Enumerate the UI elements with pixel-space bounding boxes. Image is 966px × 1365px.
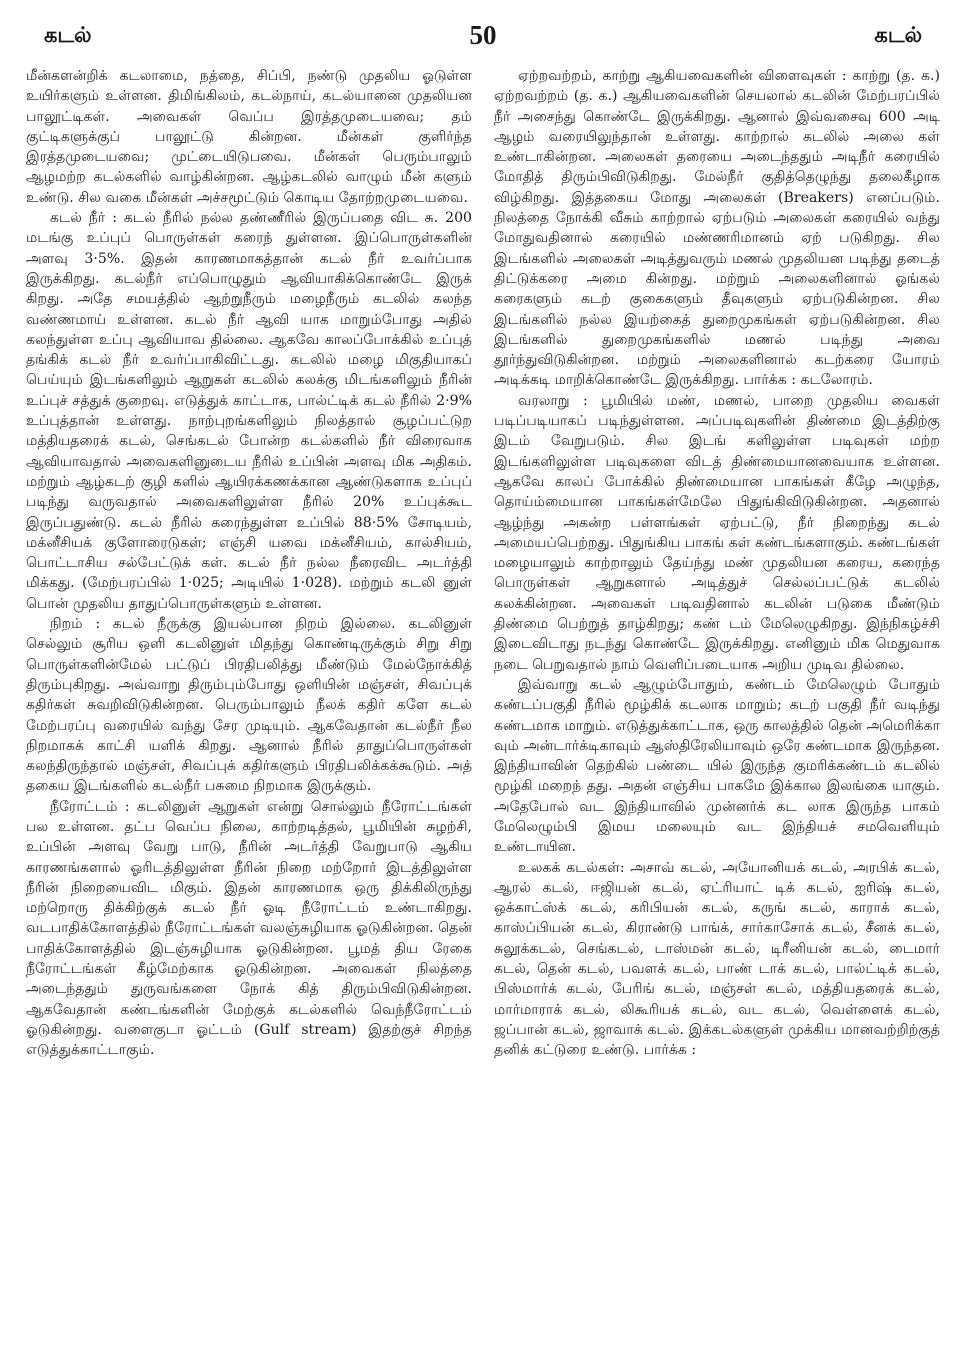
paragraph-colour: நிறம் : கடல் நீருக்கு இயல்பான நிறம் இல்லை. கடலினுள் செல்லும் சூரிய ஒளி கடலினுள் மிதந்து கொண்டிருக்கும் சிறு சிறு பொருள்களின்மேல் பட்டுப் பிரதிபலித்து மீண்டும் மேல்நோக்கித் திரும்புகிறது. அவ்வாறு திரும்பும்போது ஒளியின் மஞ்சள், சிவப்புக் கதிர்கள் சுவறிவிடுகின்றன. பெரும்பாலும் நீலக் கதிர் களே கடல் மேற்பரப்பு வரையில் வந்து சேர முடியும். ஆகவேதான் கடல்நீர் நீல நிறமாகக் காட்சி யளிக் கிறது. ஆனால் நீரில் தாதுப்பொருள்கள் கலந்திருந்தால் மஞ்சள், சிவப்புக் கதிர்களும் பிரதிபலிக்கக்கூடும். அத் தகைய இடங்களில் கடல்நீர் பசுமை நிறமாக இருக்கும். (26, 616, 472, 795)
paragraph-sea-water: கடல் நீர் : கடல் நீரில் நல்ல தண்ணீரில் இருப்பதை விட சு. 200 மடங்கு உப்புப் பொருள்கள் கரைந் துள்ளன. இப்பொருள்களின் அளவு 3·5%. இதன் காரணமாகத்தான் கடல் நீர் உவர்ப்பாக இருக்கிறது. கடல்நீர் எப்பொழுதும் ஆவியாகிக்கொண்டே இருக் கிறது. அதே சமயத்தில் ஆற்றுநீரும் மழைநீரும் கடலில் கலந்த வண்ணமாய் உள்ளன. கடல் நீர் ஆவி யாக மாறும்போது அதில் கலந்துள்ள உப்பு ஆவியாவ தில்லை. ஆகவே காலப்போக்கில் உப்புத் தங்கிக் கடல் நீர் உவர்ப்பாகிவிட்டது. கடலில் மழை மிகுதியாகப் பெய்யும் இடங்களிலும் ஆறுகள் கடலில் கலக்கு மிடங்களிலும் நீரின் உப்புச் சத்துக் குறைவு. எடுத்துக் காட்டாக, பால்ட்டிக் கடல் நீரில் 2·9% உப்புத்தான் உள்ளது. நாற்புறங்களிலும் நிலத்தால் சூழப்பட்டுற மத்தியதரைக் கடல், செங்கடல் போன்ற கடல்களில் நீர் விரைவாக ஆவியாவதால் அவைகளினுடைய நீரில் உப்பின் அளவு மிக அதிகம். மற்றும் ஆழ்கடற் குழி களில் ஆயிரக்கணக்கான ஆண்டுகளாக உப்புப் படிந்து வருவதால் அவைகளிலுள்ள நீரில் 20% உப்புக்கூட இருப்பதுண்டு. கடல் நீரில் கரைந்துள்ள உப்பில் 88·5% சோடியம், மக்னீசியக் குளோரைடுகள்; எஞ்சி யவை மக்னீசியம், கால்சியம், பொட்டாசிய சல்பேட்டுக் கள். கடல் நீர் நல்ல நீரைவிட அடர்த்தி மிக்கது. (மேற்பரப்பில் 1·025; அடியில் 1·028). மற்றும் கடலி னுள் பொன் முதலிய தாதுப்பொருள்களும் உள்ளன. (26, 210, 472, 612)
right-column (494, 66, 940, 1061)
page-header (26, 0, 940, 66)
paragraph-tides-wind: ஏற்றவற்றம், காற்று ஆகியவைகளின் விளைவுகள் : காற்று (த. க.) ஏற்றவற்றம் (த. க.) ஆகியவைகளின் செயலால் கடலின் மேற்பரப்பில் நீர் அசைந்து கொண்டே இருக்கிறது. ஆனால் இவ்வசைவு 600 அடி ஆழம் வரையிலுந்தான் உள்ளது. காற்றால் கடலில் அலை கள் உண்டாகின்றன. அலைகள் தரையை அடைந்ததும் அடிநீர் கரையில் மோதித் திரும்பிவிடுகிறது. மேல்நீர் குதித்தெழுந்து தலைகீழாக விழ்கிறது. இத்தகைய மோது அலைகள் (Breakers) எனப்படும். நிலத்தை நோக்கி வீசும் காற்றால் ஏற்படும் அலைகள் கரையில் வந்து மோதுவதினால் கரையில் மண்ணரிமானம் ஏற் படுகிறது. சில இடங்களில் அலைகள் அடித்துவரும் மணல் முதலியன படிந்து தடைத் திட்டுக்கரை அமை கின்றது. மற்றும் அலைகளினால் ஓங்கல் கரைகளும் கடற் குகைகளும் தீவுகளும் ஏற்படுகின்றன. சில இடங்களில் நல்ல இயற்கைத் துறைமுகங்கள் ஏற்படுகின்றன. சில இடங்களில் துறைமுகங்களில் மணல் படிந்து அவை தூர்ந்துவிடுகின்றன. மற்றும் அலைகளினால் கடற்கரை யோரம் அடிக்கடி மாறிக்கொண்டே இருக்கிறது. பார்க்க : கடலோரம். (494, 68, 940, 389)
running-head-left: கடல் (44, 22, 92, 47)
left-column (26, 66, 472, 1061)
paragraph-currents: நீரோட்டம் : கடலினுள் ஆறுகள் என்று சொல்லும் நீரோட்டங்கள் பல உள்ளன. தட்ப வெப்ப நிலை, காற்றடித்தல், பூமியின் சுழற்சி, உப்பின் அளவு வேறு பாடு, நீரின் அடர்த்தி வேறுபாடு ஆகிய காரணங்களால் ஓரிடத்திலுள்ள நீரின் நிறை மற்றோர் இடத்திலுள்ள நீரின் நிறையைவிட மிகும். இதன் காரணமாக ஒரு திக்கிலிருந்து மற்றொரு திக்கிற்குக் கடல் நீர் ஓடி நீரோட்டம் உண்டாகிறது. வடபாதிக்கோளத்தில் நீரோட்டங்கள் வலஞ்சுழியாக ஓடுகின்றன. தென் பாதிக்கோளத்தில் இடஞ்சுழியாக ஓடுகின்றன. பூமத் திய ரேகை நீரோட்டங்கள் கீழ்மேற்காக ஓடுகின்றன. அவைகள் நிலத்தை அடைந்ததும் துருவங்களை நோக் கித் திரும்பிவிடுகின்றன. ஆகவேதான் கண்டங்களின் மேற்குக் கடல்களில் வெந்நீரோட்டம் ஓடுகின்றது. வளைகுடா ஓட்டம் (Gulf stream) இதற்குச் சிறந்த எடுத்துக்காட்டாகும். (26, 798, 472, 1059)
paragraph-land-sea-change: இவ்வாறு கடல் ஆழும்போதும், கண்டம் மேலெழும் போதும் கண்டப்பகுதி நீரில் மூழ்கிக் கடலாக மாறும்; கடற் பகுதி நீர் வடிந்து கண்டமாக மாறும். எடுத்துக்காட்டாக, ஒரு காலத்தில் தென் அமெரிக்கா வும் அன்டார்க்டிகாவும் ஆஸ்திரேலியாவும் ஒரே கண்டமாக இருந்தன. இந்தியாவின் தெற்கில் பண்டை யில் இருந்த குமரிக்கண்டம் கடலில் மூழ்கி மறைந் தது. அதன் எஞ்சிய பாகமே இக்கால இலங்கை யாகும். அதேபோல் வட இந்தியாவில் முன்னர்க் கட லாக இருந்த பாகம் மேலெழும்பி இமய மலையும் வட இந்தியச் சமவெளியும் உண்டாயின. (494, 676, 940, 856)
text-columns (26, 66, 940, 1061)
paragraph-history: வரலாறு : பூமியில் மண், மணல், பாறை முதலிய வைகள் படிப்படியாகப் படிந்துள்ளன. அப்படிவுகளின் திண்மை இடத்திற்கு இடம் வேறுபடும். சில இடங் களிலுள்ள படிவுகள் மற்ற இடங்களிலுள்ள படிவுகளை விடத் திண்மையானவையாக உள்ளன. ஆகவே காலப் போக்கில் திண்மையான பாகங்கள் கீழே அழுந்த, தொய்ம்மையான பாகங்கள்மேலே பிதுங்கிவிடுகின்றன. அதனால் ஆழ்ந்து அகன்ற பள்ளங்கள் ஏற்பட்டு, நீர் நிறைந்து கடல் அமையப்பெற்றது. பிதுங்கிய பாகங் கள் கண்டங்களாகும். கண்டங்கள் மழையாலும் காற்றாலும் தேய்ந்து மண் முதலியன கரைய, கரைந்த பொருள்கள் ஆறுகளால் அடித்துச் செல்லப்பட்டுக் கடலில் கலக்கின்றன. அவைகள் படிவதினால் கடலின் படுகை மீண்டும் திண்மை பெற்றுத் தாழ்கிறது; கண் டம் மேலெழுகிறது. இந்நிகழ்ச்சி இடைவிடாது நடந்து கொண்டே இருக்கிறது. எனினும் மிக மெதுவாக நடை பெறுவதால் நாம் வெளிப்படையாக அறிய முடிவ தில்லை. (494, 392, 940, 673)
page-number: 50 (469, 20, 497, 50)
running-head-right: கடல் (874, 22, 922, 47)
paragraph-world-seas: உலகக் கடல்கள்: அசாவ் கடல், அயோனியக் கடல், அரபிக் கடல், ஆரல் கடல், ஈஜியன் கடல், ஏட்ரியாட் டிக் கடல், ஐரிஷ் கடல், ஒக்காட்ஸ்க் கடல், கரிபியன் கடல், கருங் கடல், காராக் கடல், காஸ்ப்பியன் கடல், கிராண்டு பாங்க், சார்காசோக் கடல், சீனக் கடல், சுலூக்கடல், செங்கடல், டாஸ்மன் கடல், டிரீனியன் கடல், டைமார் கடல், தென் கடல், பவளக் கடல், பாண் டாக் கடல், பால்ட்டிக் கடல், பிஸ்மார்க் கடல், பேரிங் கடல், மஞ்சள் கடல், மத்தியதரைக் கடல், மார்மாராக் கடல், லிகூரியக் கடல், வட கடல், வெள்ளைக் கடல், ஜப்பான் கடல், ஜாவாக் கடல். இக்கடல்களுள் முக்கிய மானவற்றிற்குத் தனிக் கட்டுரை உண்டு. பார்க்க : (494, 859, 940, 1059)
paragraph-marine-life: மீன்களன்றிக் கடலாமை, நத்தை, சிப்பி, நண்டு முதலிய ஓடுள்ள உயிர்களும் உள்ளன. திமிங்கிலம், கடல்நாய், கடல்யானை முதலியன பாலூட்டிகள். அவைகள் வெப்ப இரத்தமுடையவை; தம் குட்டிகளுக்குப் பாலூட்டு கின்றன. மீன்கள் குளிர்ந்த இரத்தமுடையவை; முட்டையிடுபவை. மீன்கள் பெரும்பாலும் ஆழமற்ற கடல்களில் வாழ்கின்றன. ஆழ்கடலில் வாழும் மீன் களும் உண்டு. சில வகை மீன்கள் அச்சமூட்டும் கொடிய தோற்றமுடையவை. (26, 68, 472, 206)
